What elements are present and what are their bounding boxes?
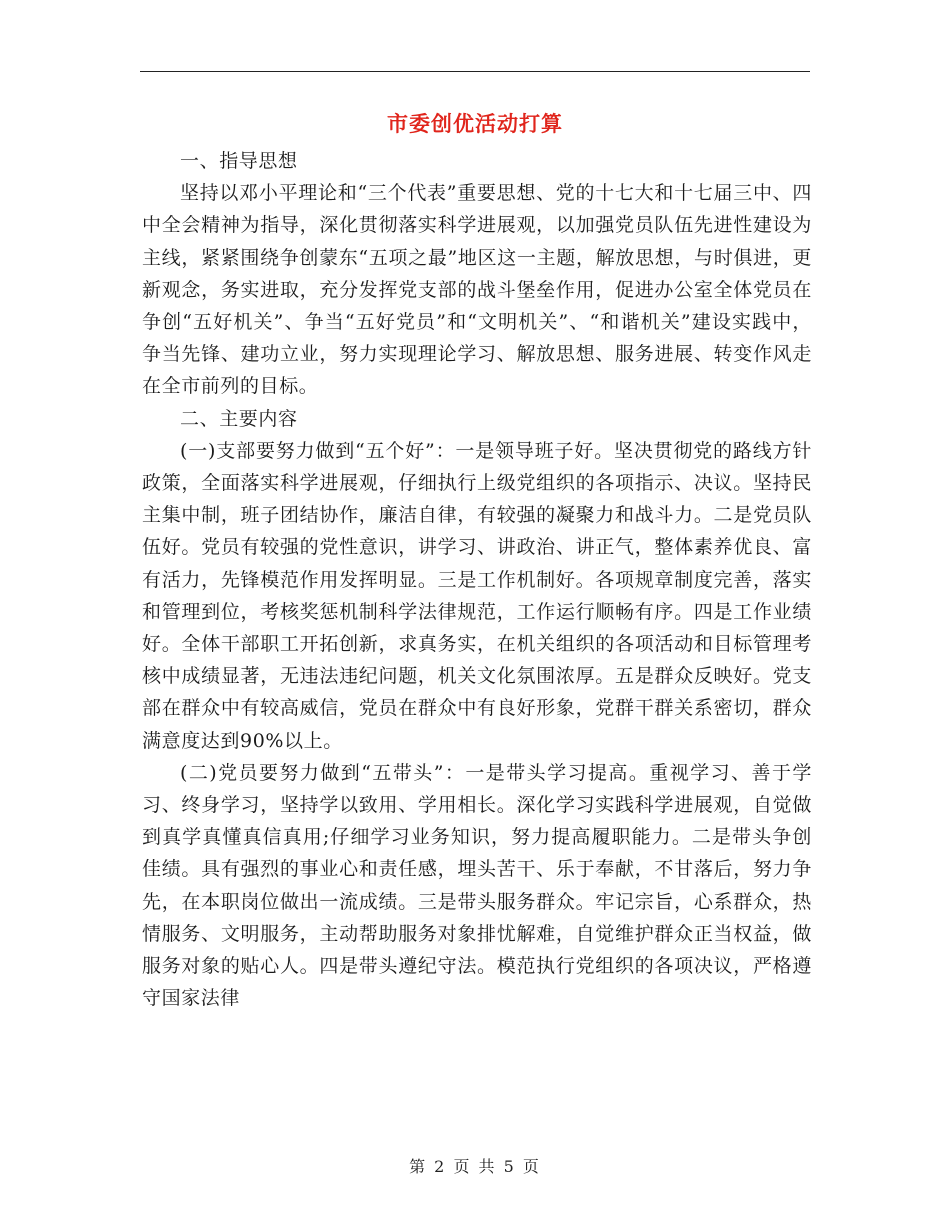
page-number-footer: 第 2 页 共 5 页 <box>409 1157 541 1176</box>
paragraph-five-leads: (二)党员要努力做到“五带头”：一是带头学习提高。重视学习、善于学习、终身学习，坚持学以致用、学用相长。深化学习实践科学进展观，自觉做到真学真懂真信真用;仔细学习业务知识，努力提高履职能力。二是带头争创佳绩。具有强烈的事业心和责任感，埋头苦干、乐于奉献，不甘落后，努力争先，在本职岗位做出一流成绩。三是带头服务群众。牢记宗旨，心系群众，热情服务、文明服务，主动帮助服务对象排忧解难，自觉维护群众正当权益，做服务对象的贴心人。四是带头遵纪守法。模范执行党组织的各项决议，严格遵守国家法律 <box>142 761 812 1010</box>
paragraph-five-goods: (一)支部要努力做到“五个好”：一是领导班子好。坚决贯彻党的路线方针政策，全面落实科学进展观，仔细执行上级党组织的各项指示、决议。坚持民主集中制，班子团结协作，廉洁自律，有较强的凝聚力和战斗力。二是党员队伍好。党员有较强的党性意识，讲学习、讲政治、讲正气，整体素养优良、富有活力，先锋模范作用发挥明显。三是工作机制好。各项规章制度完善，落实和管理到位，考核奖惩机制科学法律规范，工作运行顺畅有序。四是工作业绩好。全体干部职工开拓创新，求真务实，在机关组织的各项活动和目标管理考核中成绩显著，无违法违纪问题，机关文化氛围浓厚。五是群众反映好。党支部在群众中有较高威信，党员在群众中有良好形象，党群干群关系密切，群众满意度达到90%以上。 <box>142 439 812 752</box>
section-heading-main-content: 二、主要内容 <box>180 407 298 430</box>
document-body <box>142 145 812 1014</box>
section-heading-guiding-ideology: 一、指导思想 <box>180 150 298 172</box>
header-rule <box>140 71 810 72</box>
paragraph-guiding-ideology: 坚持以邓小平理论和“三个代表”重要思想、党的十七大和十七届三中、四中全会精神为指导，深化贯彻落实科学进展观，以加强党员队伍先进性建设为主线，紧紧围绕争创蒙东“五项之最”地区这一主题，解放思想，与时俱进，更新观念，务实进取，充分发挥党支部的战斗堡垒作用，促进办公室全体党员在争创“五好机关”、争当“五好党员”和“文明机关”、“和谐机关”建设实践中，争当先锋、建功立业，努力实现理论学习、解放思想、服务进展、转变作风走在全市前列的目标。 <box>142 182 812 398</box>
document-title: 市委创优活动打算 <box>387 112 563 136</box>
